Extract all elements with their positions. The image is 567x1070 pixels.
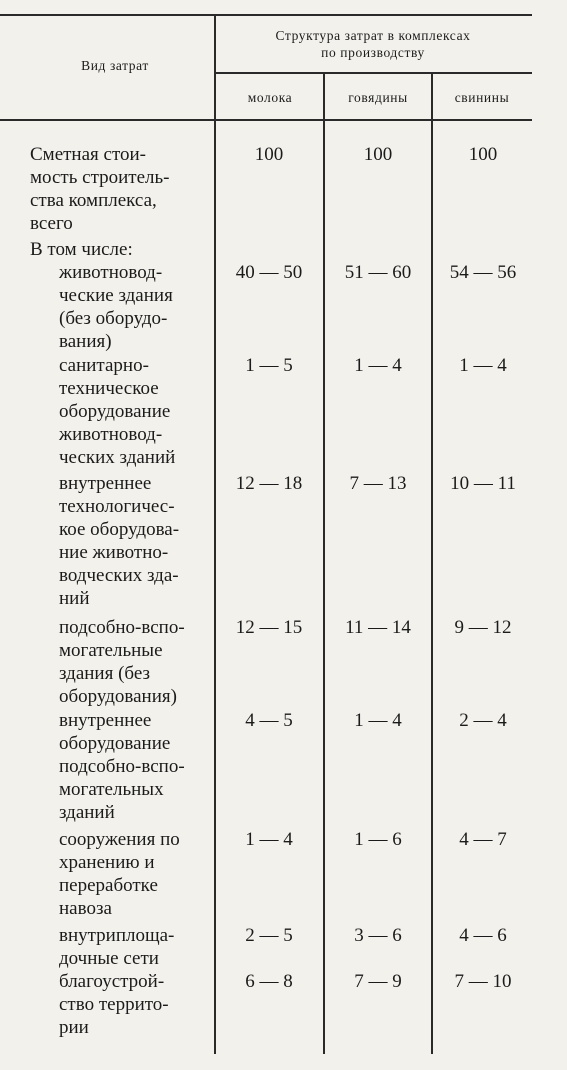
row-label-line: рии <box>59 1017 89 1038</box>
row-value: 1 — 5 <box>245 355 293 376</box>
row-value: 4 — 6 <box>459 925 507 946</box>
row-value: 100 <box>468 144 498 165</box>
row-label-line: могательных <box>59 779 164 800</box>
header-bottom-rule <box>0 119 532 121</box>
row-label-line: ство террито- <box>59 994 169 1015</box>
row-label-line: водческих зда- <box>59 565 179 586</box>
row-label-line: могательные <box>59 640 163 661</box>
row-value: 12 — 18 <box>235 473 303 494</box>
row-label-line: ние животно- <box>59 542 169 563</box>
row-label-line: технологичес- <box>59 496 175 517</box>
row-value: 51 — 60 <box>344 262 412 283</box>
row-value: 11 — 14 <box>345 617 411 638</box>
row-value: 2 — 4 <box>459 710 507 731</box>
row-label-line: оборудование <box>59 733 171 754</box>
row-label-line: санитарно- <box>59 355 149 376</box>
header-group-line-2: по производству <box>321 45 425 60</box>
row-label-line: навоза <box>59 898 112 919</box>
row-value: 7 — 13 <box>349 473 407 494</box>
row-label-line: животновод- <box>59 424 163 445</box>
header-divider <box>215 72 532 74</box>
header-col-beef: говядины <box>348 90 408 105</box>
row-label-line: дочные сети <box>59 948 159 969</box>
row-value: 100 <box>254 144 284 165</box>
row-value: 1 — 4 <box>459 355 507 376</box>
row-label-line: хранению и <box>59 852 155 873</box>
row-label-line: техническое <box>59 378 159 399</box>
row-label-line: ний <box>59 588 90 609</box>
column-divider-2 <box>323 72 325 1054</box>
row-value: 3 — 6 <box>354 925 402 946</box>
row-value: 1 — 4 <box>245 829 293 850</box>
column-divider-3 <box>431 72 433 1054</box>
row-label-line: здания (без <box>59 663 151 684</box>
row-label-line: ческих зданий <box>59 447 176 468</box>
row-value: 7 — 9 <box>354 971 402 992</box>
row-label-line: благоустрой- <box>59 971 165 992</box>
row-value: 54 — 56 <box>449 262 517 283</box>
row-value: 100 <box>363 144 393 165</box>
row-label-line: оборудования) <box>59 686 177 707</box>
header-cost-type: Вид затрат <box>81 58 149 73</box>
row-value: 2 — 5 <box>245 925 293 946</box>
row-label-line: ческие здания <box>59 285 173 306</box>
row-label-line: ства комплекса, <box>30 190 157 211</box>
row-label-line: животновод- <box>59 262 163 283</box>
row-value: 10 — 11 <box>450 473 516 494</box>
column-divider-1 <box>214 14 216 1054</box>
row-label-line: внутреннее <box>59 473 152 494</box>
row-label-line: кое оборудова- <box>59 519 180 540</box>
row-label-line: мость строитель- <box>30 167 170 188</box>
row-label-line: зданий <box>59 802 115 823</box>
row-label-line: всего <box>30 213 73 234</box>
row-value: 1 — 4 <box>354 355 402 376</box>
top-rule <box>0 14 532 16</box>
header-col-milk: молока <box>247 90 293 105</box>
row-label-line: переработке <box>59 875 158 896</box>
row-value: 9 — 12 <box>454 617 512 638</box>
row-value: 1 — 4 <box>354 710 402 731</box>
row-label-line: подсобно-вспо- <box>59 617 185 638</box>
row-value: 4 — 5 <box>245 710 293 731</box>
row-label-line: внутреннее <box>59 710 152 731</box>
row-value: 4 — 7 <box>459 829 507 850</box>
row-label-line: сооружения по <box>59 829 180 850</box>
header-group-line-1: Структура затрат в комплексах <box>275 28 471 43</box>
row-label-line: (без оборудо- <box>59 308 168 329</box>
row-value: 1 — 6 <box>354 829 402 850</box>
row-label-line: подсобно-вспо- <box>59 756 185 777</box>
row-label-line: вания) <box>59 331 112 352</box>
row-value: 7 — 10 <box>454 971 512 992</box>
row-value: 6 — 8 <box>245 971 293 992</box>
row-label-line: Сметная стои- <box>30 144 147 165</box>
row-label-line: В том числе: <box>30 239 133 260</box>
row-label-line: внутриплоща- <box>59 925 175 946</box>
header-col-pork: свинины <box>454 90 510 105</box>
row-value: 12 — 15 <box>235 617 303 638</box>
row-label-line: оборудование <box>59 401 171 422</box>
row-value: 40 — 50 <box>235 262 303 283</box>
